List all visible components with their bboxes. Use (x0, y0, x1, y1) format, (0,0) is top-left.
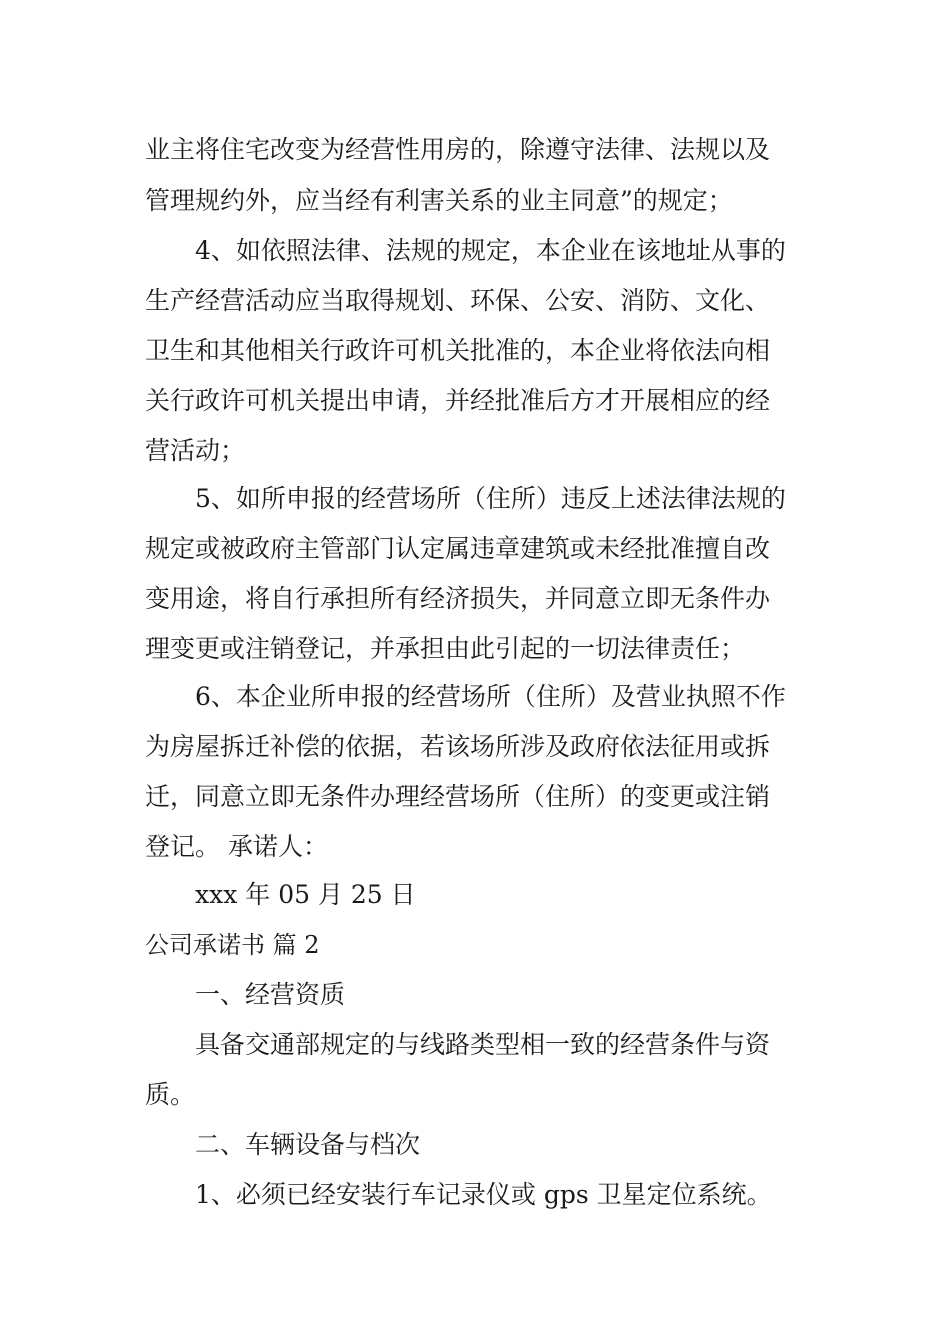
text-line-7: 营活动； (145, 436, 246, 465)
date-line: xxx 年 05 月 25 日 (195, 880, 416, 909)
text-line-15: 登记。 承诺人： (145, 832, 328, 861)
text-line-6: 关行政许可机关提出申请，并经批准后方才开展相应的经 (145, 386, 771, 415)
text-line-19: 具备交通部规定的与线路类型相一致的经营条件与资 (195, 1030, 771, 1059)
text-line-9: 规定或被政府主管部门认定属违章建筑或未经批准擅自改 (145, 534, 771, 563)
text-line-1: 业主将住宅改变为经营性用房的，除遵守法律、法规以及 (145, 135, 771, 164)
text-line-10: 变用途，将自行承担所有经济损失，并同意立即无条件办 (145, 584, 771, 613)
text-line-8: 5、如所申报的经营场所（住所）违反上述法律法规的 (195, 484, 786, 513)
text-line-18: 一、经营资质 (195, 980, 346, 1009)
text-line-20: 质。 (145, 1080, 196, 1109)
text-line-2: 管理规约外，应当经有利害关系的业主同意”的规定； (145, 186, 733, 215)
text-line-5: 卫生和其他相关行政许可机关批准的，本企业将依法向相 (145, 336, 771, 365)
text-line-21: 二、车辆设备与档次 (195, 1130, 421, 1159)
section-heading: 公司承诺书 篇 2 (145, 931, 320, 959)
text-line-12: 6、本企业所申报的经营场所（住所）及营业执照不作 (195, 682, 786, 711)
text-line-13: 为房屋拆迁补偿的依据，若该场所涉及政府依法征用或拆 (145, 732, 771, 761)
text-line-14: 迁，同意立即无条件办理经营场所（住所）的变更或注销 (145, 782, 771, 811)
text-line-11: 理变更或注销登记，并承担由此引起的一切法律责任； (145, 634, 746, 663)
text-line-3: 4、如依照法律、法规的规定，本企业在该地址从事的 (195, 236, 786, 265)
text-line-4: 生产经营活动应当取得规划、环保、公安、消防、文化、 (145, 286, 771, 315)
text-line-22: 1、必须已经安装行车记录仪或 gps 卫星定位系统。 (195, 1180, 772, 1209)
